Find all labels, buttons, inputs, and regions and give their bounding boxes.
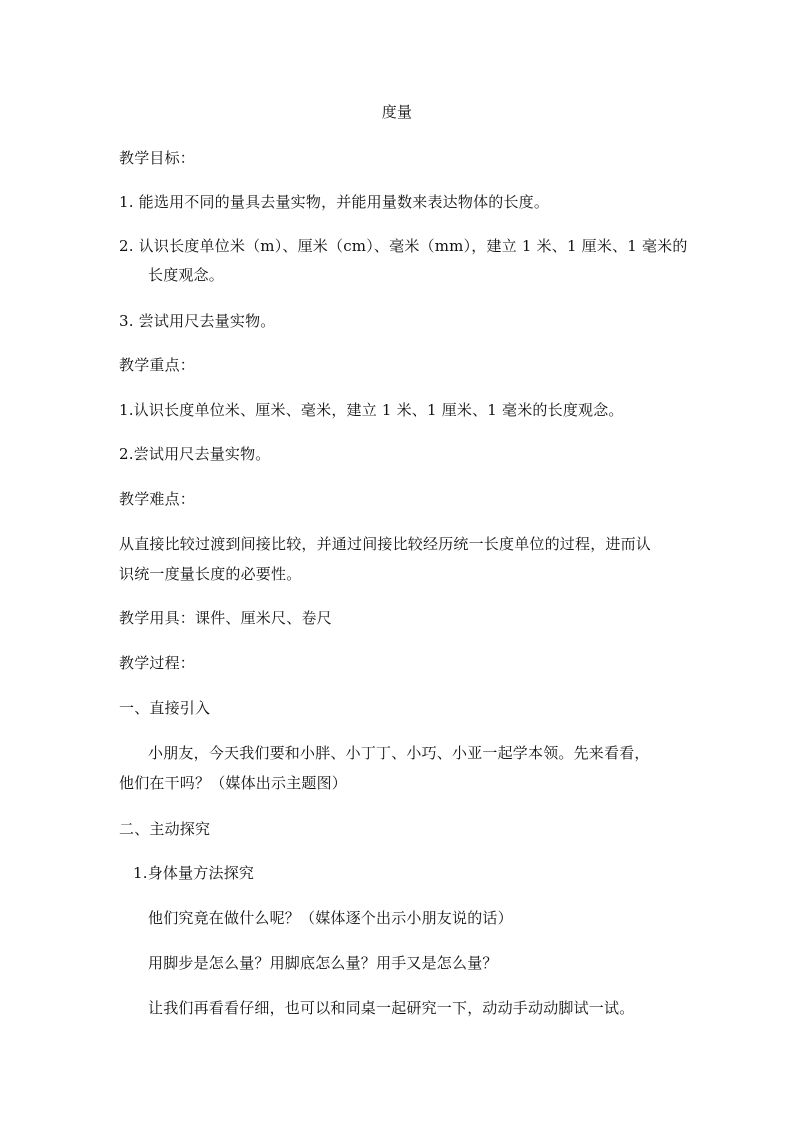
heading-difficult-points: 教学难点： bbox=[119, 490, 196, 508]
goal-item: 1. 能选用不同的量具去量实物，并能用量数来表达物体的长度。 bbox=[119, 193, 550, 211]
subsection-text: 他们究竟在做什么呢？（媒体逐个出示小朋友说的话） bbox=[148, 909, 513, 927]
goal-item: 2. 认识长度单位米（m）、厘米（cm）、毫米（mm），建立 1 米、1 厘米、1 毫米的 bbox=[119, 237, 688, 255]
goal-item-continuation: 长度观念。 bbox=[148, 266, 225, 284]
heading-goals: 教学目标： bbox=[119, 149, 196, 167]
subsection-text: 用脚步是怎么量？用脚底怎么量？用手又是怎么量？ bbox=[148, 954, 498, 972]
difficult-point-line: 识统一度量长度的必要性。 bbox=[119, 565, 302, 583]
section-intro-text: 小朋友，今天我们要和小胖、小丁丁、小巧、小亚一起学本领。先来看看， bbox=[148, 744, 650, 762]
heading-process: 教学过程： bbox=[119, 654, 196, 672]
section-intro-text: 他们在干吗？（媒体出示主题图） bbox=[119, 774, 348, 792]
key-point-item: 2.尝试用尺去量实物。 bbox=[119, 445, 271, 463]
document-title: 度量 bbox=[381, 103, 413, 121]
heading-key-points: 教学重点： bbox=[119, 356, 196, 374]
goal-item: 3. 尝试用尺去量实物。 bbox=[119, 312, 276, 330]
section-title-explore: 二、主动探究 bbox=[119, 820, 211, 838]
difficult-point-line: 从直接比较过渡到间接比较，并通过间接比较经历统一长度单位的过程，进而认 bbox=[119, 535, 652, 553]
subsection-title-body-measure: 1.身体量方法探究 bbox=[133, 864, 255, 882]
section-title-intro: 一、直接引入 bbox=[119, 699, 211, 717]
key-point-item: 1.认识长度单位米、厘米、毫米，建立 1 米、1 厘米、1 毫米的长度观念。 bbox=[119, 401, 624, 419]
subsection-text: 让我们再看看仔细，也可以和同桌一起研究一下，动动手动动脚试一试。 bbox=[148, 999, 635, 1017]
teaching-tools: 教学用具：课件、厘米尺、卷尺 bbox=[119, 609, 332, 627]
